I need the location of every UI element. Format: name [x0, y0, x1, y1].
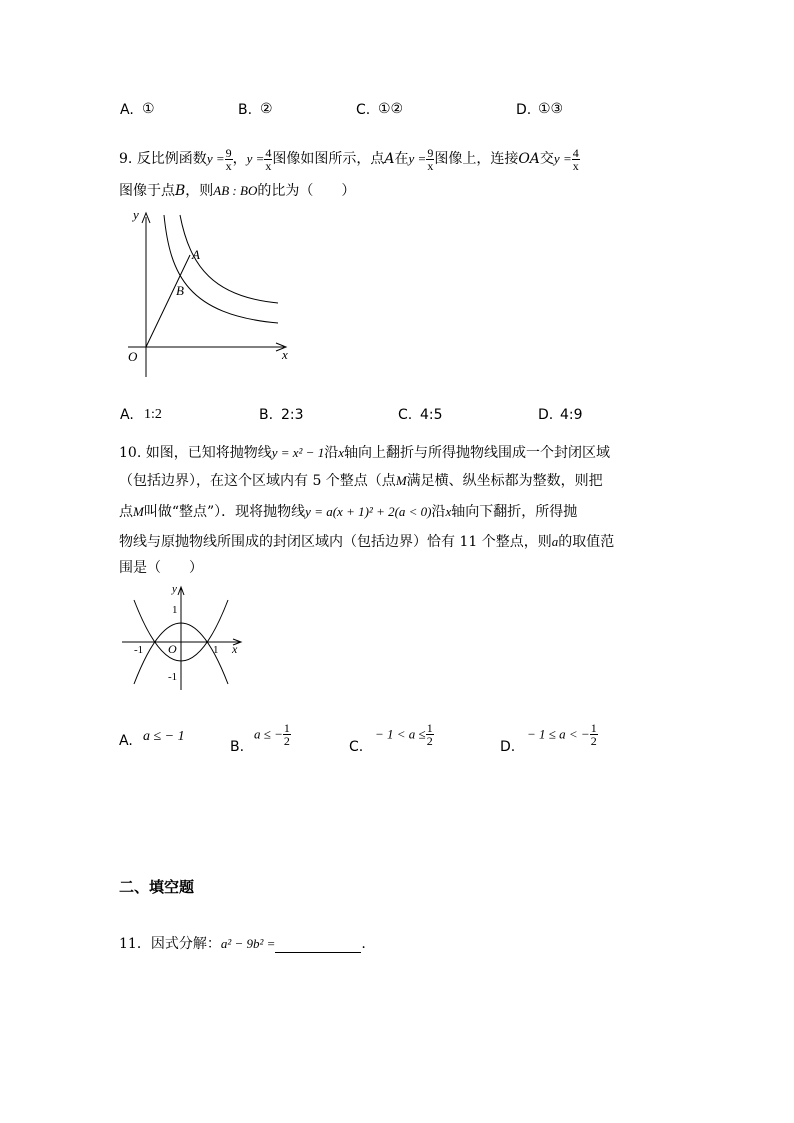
- q10-l1-eq: y = x² − 1: [271, 445, 325, 460]
- q10-graph: [118, 582, 248, 694]
- q9-line2-c: 的比为（ ）: [257, 183, 356, 199]
- q10-l5: 围是（ ）: [119, 560, 203, 576]
- graph-label-y: y: [133, 207, 139, 222]
- q10-l4: 物线与原抛物线所围成的封闭区域内（包括边界）恰有 11 个整点，则: [119, 534, 552, 550]
- q10-l4-b: 的取值范: [558, 534, 615, 550]
- q9-point-b: B: [175, 183, 186, 199]
- q9-option-c: 4:5: [420, 407, 443, 423]
- graph-tick-y-neg1: -1: [168, 671, 178, 683]
- q9-text-5: 交: [539, 151, 554, 167]
- q9-line2-b: ，则: [185, 183, 214, 199]
- q10-line-4: [119, 531, 614, 551]
- q9-ratio: AB : BO: [213, 183, 258, 198]
- q9-axes: [128, 213, 286, 377]
- q8-option-b-label: B.: [238, 102, 253, 118]
- question-11: [119, 933, 366, 953]
- q10-option-b: [254, 722, 291, 747]
- q10-l3-a: 点: [119, 504, 133, 520]
- q10-line-3: [119, 501, 577, 521]
- graph-label-origin: O: [128, 349, 138, 364]
- q11-text: 因式分解：: [150, 936, 221, 952]
- q11-answer-blank[interactable]: [275, 938, 361, 953]
- q9-f1-den: x: [225, 158, 232, 173]
- segment-oa: [146, 255, 190, 347]
- q8-option-c-label: C.: [356, 102, 371, 118]
- q8-option-d-label: D.: [516, 102, 532, 118]
- graph-tick-y-1: 1: [172, 604, 178, 616]
- q10-option-b-frac: [283, 722, 291, 747]
- q10-l2-m: M: [395, 473, 407, 488]
- q10-option-b-label: B.: [230, 739, 245, 755]
- q9-f1-lhs: y =: [206, 151, 225, 166]
- q9-number: 9.: [119, 151, 133, 167]
- graph-label-origin: O: [168, 642, 177, 656]
- q10-l3-eq: y = a(x + 1)² + 2(a < 0): [305, 504, 432, 519]
- q9-text-1: 反比例函数: [136, 151, 207, 167]
- q10-l3-b: 叫做“整点”）．现将抛物线: [143, 504, 306, 520]
- q10-l3-m: M: [133, 504, 144, 519]
- q10-option-c-label: C.: [349, 739, 364, 755]
- q9-f4-den: x: [572, 158, 579, 173]
- q9-option-a: 1:2: [144, 407, 162, 422]
- q10-l2-b: 满足横、纵坐标都为整数，则把: [406, 473, 603, 489]
- q10-line-2: [119, 470, 603, 490]
- q10-option-b-num: 1: [283, 721, 290, 735]
- q10-option-b-lhs: a ≤ −: [254, 726, 283, 742]
- q9-graph: [118, 205, 298, 380]
- q9-f2-num: 4: [265, 145, 272, 160]
- q10-option-c-num: 1: [426, 721, 433, 735]
- q10-option-d-num: 1: [590, 721, 597, 735]
- q8-option-a-label: A.: [120, 102, 134, 118]
- q10-option-d-lhs: − 1 ≤ a < −: [527, 726, 590, 742]
- q10-line-5: [119, 557, 203, 577]
- q9-option-c-label: C.: [398, 407, 413, 423]
- q9-f2-lhs: y =: [246, 151, 265, 166]
- q10-line-1: [119, 442, 610, 462]
- q8-option-d: ①③: [538, 101, 564, 117]
- graph-label-a: A: [192, 247, 200, 262]
- graph-label-x: x: [232, 642, 238, 656]
- graph-tick-x-1: 1: [213, 644, 219, 656]
- q10-l2-a: （包括边界），在这个区域内有 5 个整点（点: [119, 473, 396, 489]
- q11-end: .: [361, 936, 366, 952]
- q9-f2-den: x: [265, 158, 272, 173]
- q9-f1-num: 9: [225, 145, 232, 160]
- q10-option-b-den: 2: [283, 734, 290, 748]
- q9-f4-lhs: y =: [553, 151, 572, 166]
- q10-l1-b: 沿: [324, 445, 339, 461]
- section-2-title: 二、填空题: [119, 878, 195, 896]
- graph-label-x: x: [282, 347, 288, 362]
- q11-number: 11．: [119, 936, 151, 952]
- q9-option-d-label: D.: [538, 407, 554, 423]
- q9-point-a: A: [384, 151, 395, 167]
- q10-option-d-label: D.: [500, 739, 516, 755]
- q10-l3-c: 沿: [431, 504, 446, 520]
- q9-f3-lhs: y =: [408, 151, 427, 166]
- curve-y-4-over-x: [164, 215, 278, 323]
- graph-label-y: y: [172, 583, 177, 595]
- q9-option-b-label: B.: [259, 407, 274, 423]
- q10-l3-x: x: [445, 504, 452, 519]
- q9-f1-frac: [225, 147, 233, 172]
- q9-option-b: 2:3: [281, 407, 304, 423]
- q9-text-2: 图像如图所示，点: [272, 151, 385, 167]
- q9-option-a-label: A.: [120, 407, 134, 423]
- q9-line2-a: 图像于点: [119, 183, 175, 199]
- q10-l1-c: 轴向上翻折与所得抛物线围成一个封闭区域: [343, 445, 610, 461]
- q9-f3-num: 9: [427, 145, 434, 160]
- q10-option-d: [527, 722, 598, 747]
- graph-label-b: B: [176, 283, 184, 298]
- q9-comma: ，: [232, 151, 247, 167]
- q10-l1-a: 10. 如图，已知将抛物线: [119, 445, 272, 461]
- graph-tick-x-neg1: -1: [134, 644, 144, 656]
- q9-line-2: [119, 180, 355, 200]
- q10-l1-x: x: [338, 445, 344, 460]
- q8-option-c: ①②: [378, 101, 404, 117]
- q9-f4-frac: [572, 147, 580, 172]
- q11-expression: a² − 9b² =: [220, 936, 276, 951]
- q9-f4-num: 4: [572, 145, 579, 160]
- q10-option-c-frac: [426, 722, 434, 747]
- q10-option-d-den: 2: [590, 734, 597, 748]
- q9-option-d: 4:9: [560, 407, 583, 423]
- q9-oa: OA: [518, 151, 540, 167]
- q10-l3-d: 轴向下翻折，所得抛: [451, 504, 578, 520]
- q10-option-c-den: 2: [426, 734, 433, 748]
- q9-text-4: 图像上，连接: [434, 151, 519, 167]
- q10-option-a-label: A.: [119, 733, 133, 749]
- q9-f3-den: x: [427, 158, 434, 173]
- q8-option-a: ①: [142, 101, 155, 117]
- q10-l4-a: a: [551, 534, 559, 549]
- q10-option-d-frac: [590, 722, 598, 747]
- q10-option-c-lhs: − 1 < a ≤: [375, 726, 426, 742]
- q9-line-1: [119, 141, 580, 177]
- q8-option-b: ②: [260, 101, 273, 117]
- q9-text-3: 在: [394, 151, 409, 167]
- q10-option-c: [375, 722, 434, 747]
- q10-option-a: a ≤ − 1: [143, 729, 185, 744]
